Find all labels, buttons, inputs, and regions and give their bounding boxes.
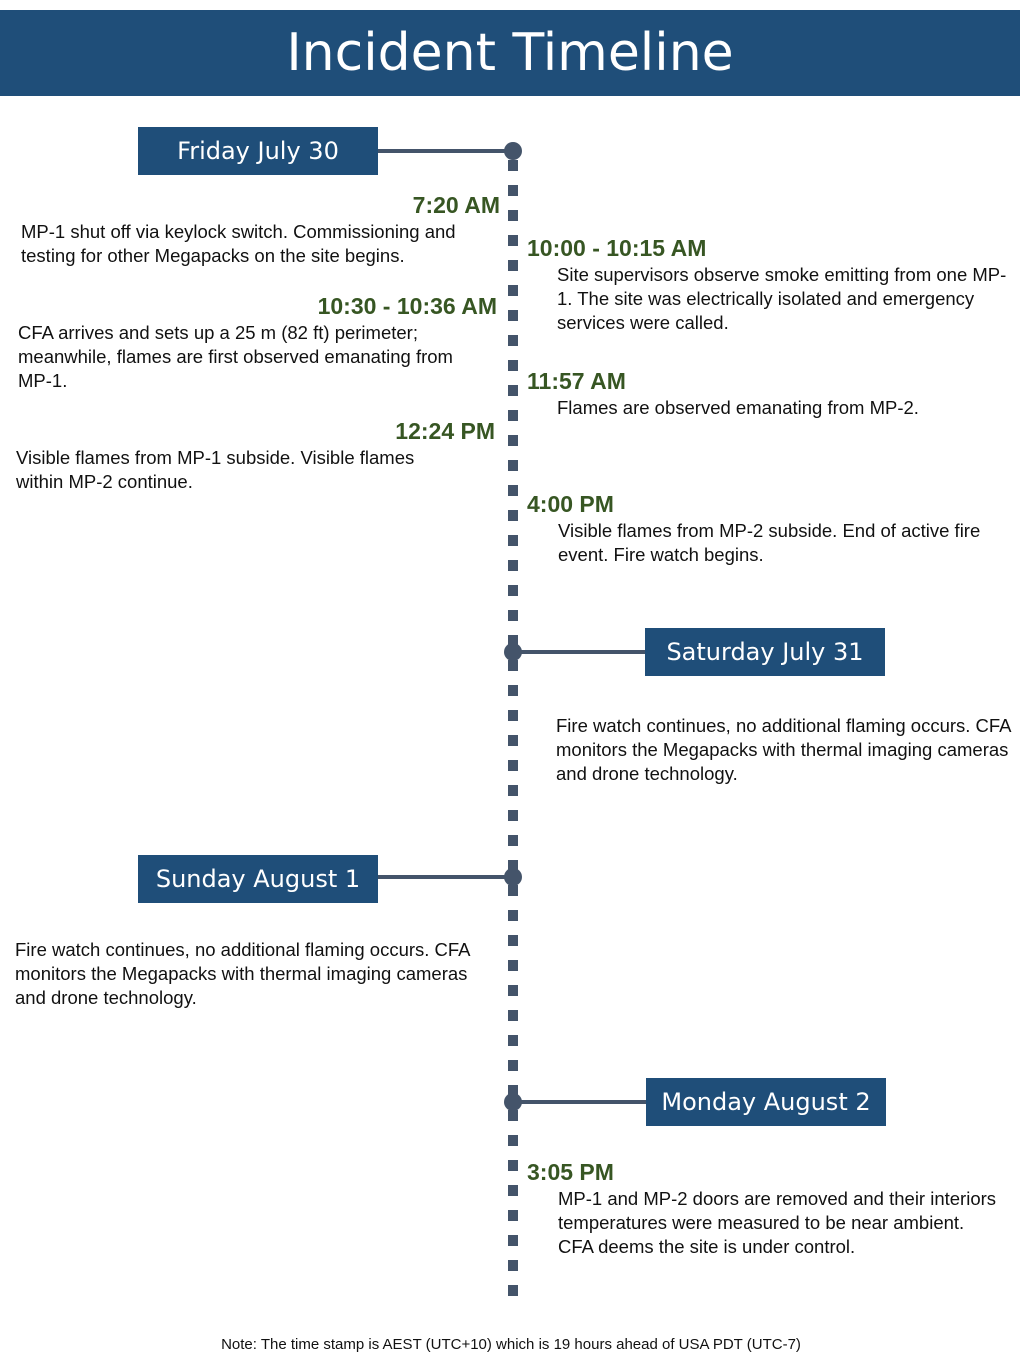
event-time-1600: 4:00 PM	[527, 491, 614, 517]
page-title: Incident Timeline	[0, 10, 1020, 96]
day-connector-monday	[512, 1100, 646, 1104]
event-time-1157: 11:57 AM	[527, 368, 626, 394]
event-time-1224: 12:24 PM	[395, 418, 495, 444]
event-text-saturday: Fire watch continues, no additional flaming occurs. CFA monitors the Megapacks with thermal imaging cameras and drone technology.	[556, 715, 1011, 784]
timezone-note: Note: The time stamp is AEST (UTC+10) which is 19 hours ahead of USA PDT (UTC-7)	[221, 1336, 801, 1353]
event-time-0720: 7:20 AM	[412, 192, 500, 218]
day-label-saturday: Saturday July 31	[645, 628, 885, 676]
day-connector-friday	[378, 149, 512, 153]
event-text-0720: MP-1 shut off via keylock switch. Commissioning and testing for other Megapacks on the site begins.	[21, 221, 456, 266]
timeline-node-friday	[504, 142, 522, 160]
day-connector-sunday	[378, 875, 512, 879]
event-text-1224: Visible flames from MP-1 subside. Visible flames within MP-2 continue.	[16, 447, 415, 492]
event-text-1600: Visible flames from MP-2 subside. End of active fire event. Fire watch begins.	[558, 520, 981, 565]
event-time-1505: 3:05 PM	[527, 1159, 614, 1185]
event-text-1030: CFA arrives and sets up a 25 m (82 ft) perimeter; meanwhile, flames are first observed emanating from MP-1.	[18, 322, 453, 391]
timeline-spine	[508, 160, 518, 1310]
event-text-sunday: Fire watch continues, no additional flaming occurs. CFA monitors the Megapacks with thermal imaging cameras and drone technology.	[15, 939, 470, 1008]
day-label-friday: Friday July 30	[138, 127, 378, 175]
timeline-node-monday	[504, 1093, 522, 1111]
day-label-sunday: Sunday August 1	[138, 855, 378, 903]
day-label-monday: Monday August 2	[646, 1078, 886, 1126]
event-text-1000: Site supervisors observe smoke emitting from one MP-1. The site was electrically isolated and emergency services were called.	[557, 264, 1007, 333]
event-text-1157: Flames are observed emanating from MP-2.	[557, 397, 919, 418]
timeline-node-saturday	[504, 643, 522, 661]
event-time-1000: 10:00 - 10:15 AM	[527, 235, 707, 261]
event-text-1505: MP-1 and MP-2 doors are removed and their interiors temperatures were measured to be near ambient. CFA deems the site is under control.	[558, 1188, 997, 1257]
event-time-1030: 10:30 - 10:36 AM	[317, 293, 497, 319]
day-connector-saturday	[512, 650, 645, 654]
timeline-node-sunday	[504, 868, 522, 886]
